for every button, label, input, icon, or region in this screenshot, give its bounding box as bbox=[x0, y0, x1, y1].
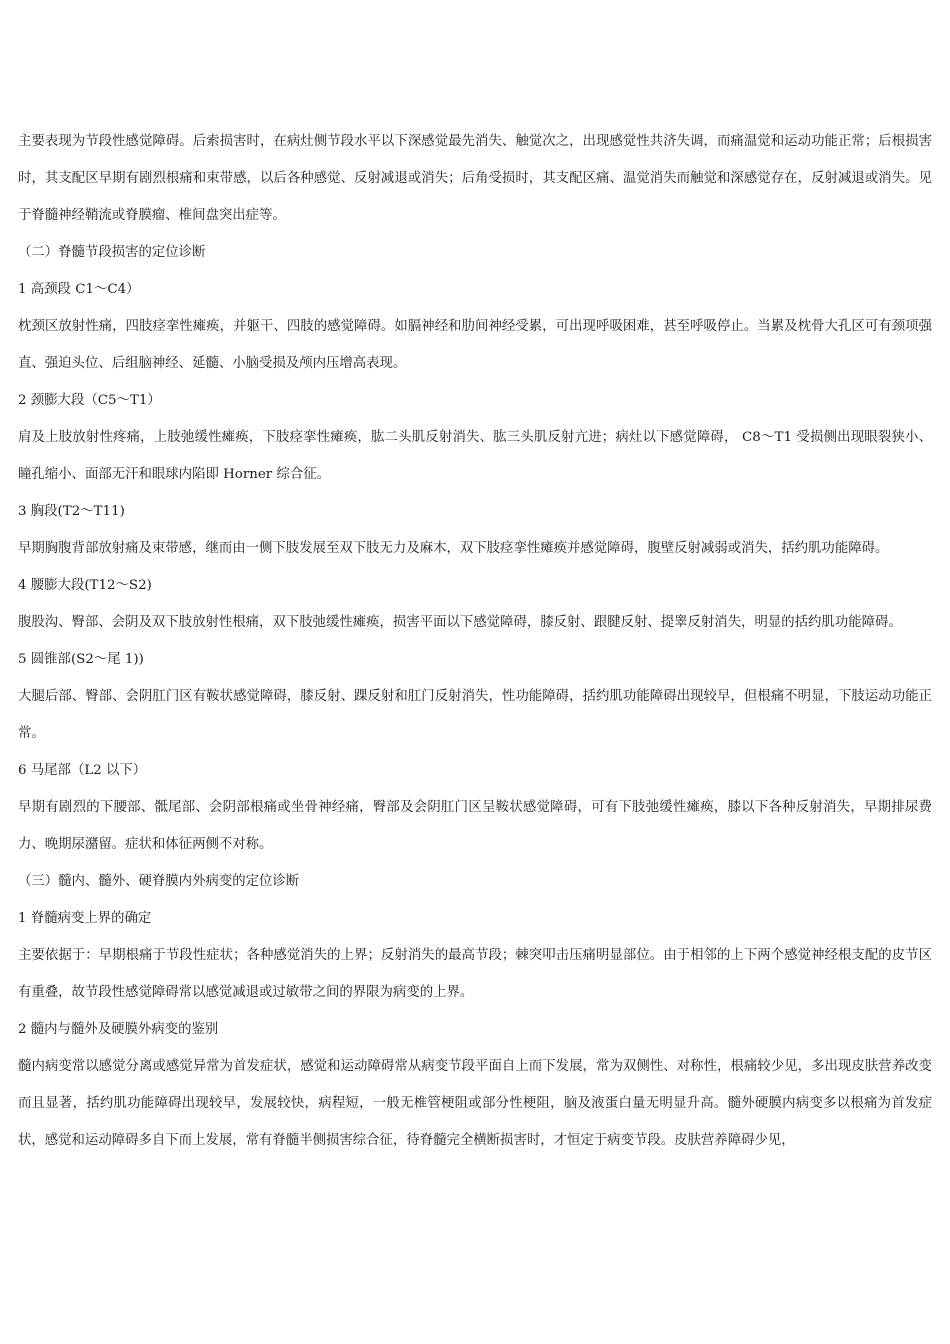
subheading-cervical-enlargement: 2 颈膨大段（C5～T1） bbox=[18, 393, 161, 408]
paragraph-upper-boundary: 主要依据于：早期根痛于节段性症状；各种感觉消失的上界；反射消失的最高节段；棘突叩击压痛明显部位。由于相邻的上下两个感觉神经根支配的皮节区有重叠，故节段性感觉障碍常以感觉减退或过敏带之间的界限为病变的上界。 bbox=[18, 948, 932, 1000]
subheading-differentiation: 2 髓内与髓外及硬膜外病变的鉴别 bbox=[18, 1022, 219, 1037]
subheading-high-cervical: 1 高颈段 C1～C4） bbox=[18, 282, 140, 297]
paragraph-posterior-lesion: 主要表现为节段性感觉障碍。后索损害时，在病灶侧节段水平以下深感觉最先消失、触觉次之，出现感觉性共济失调，而痛温觉和运动功能正常；后根损害时，其支配区早期有剧烈根痛和束带感，以后各种感觉、反射减退或消失；后角受损时，其支配区痛、温觉消失而触觉和深感觉存在，反射减退或消失。见于脊髓神经鞘流或脊膜瘤、椎间盘突出症等。 bbox=[18, 134, 932, 223]
paragraph-thoracic: 早期胸腹背部放射痛及束带感，继而由一侧下肢发展至双下肢无力及麻木，双下肢痉挛性瘫痪并感觉障碍，腹壁反射减弱或消失，括约肌功能障碍。 bbox=[18, 541, 889, 556]
paragraph-differentiation: 髓内病变常以感觉分离或感觉异常为首发症状，感觉和运动障碍常从病变节段平面自上而下发展，常为双侧性、对称性，根痛较少见，多出现皮肤营养改变而且显著，括约肌功能障碍出现较早，发展较快，病程短，一般无椎管梗阻或部分性梗阻，脑及液蛋白量无明显升高。髓外硬膜内病变多以根痛为首发症状，感觉和运动障碍多自下而上发展，常有脊髓半侧损害综合征，待脊髓完全横断损害时，才恒定于病变节段。皮肤营养障碍少见， bbox=[18, 1059, 932, 1148]
section-heading-segment-diagnosis: （二）脊髓节段损害的定位诊断 bbox=[18, 245, 206, 260]
paragraph-high-cervical: 枕颈区放射性痛，四肢痉挛性瘫痪，并躯干、四肢的感觉障碍。如膈神经和肋间神经受累，可出现呼吸困难，甚至呼吸停止。当累及枕骨大孔区可有颈项强直、强迫头位、后组脑神经、延髓、小脑受损及颅内压增高表现。 bbox=[18, 319, 932, 371]
subheading-thoracic: 3 胸段(T2～T11) bbox=[18, 504, 125, 519]
subheading-cauda-equina: 6 马尾部（L2 以下） bbox=[18, 763, 147, 778]
document-body bbox=[18, 123, 932, 1159]
section-heading-intra-extra-medullary: （三）髓内、髓外、硬脊膜内外病变的定位诊断 bbox=[18, 874, 300, 889]
subheading-conus: 5 圆锥部(S2～尾 1)) bbox=[18, 652, 144, 667]
paragraph-cauda-equina: 早期有剧烈的下腰部、骶尾部、会阴部根痛或坐骨神经痛，臀部及会阴肛门区呈鞍状感觉障碍，可有下肢弛缓性瘫痪，膝以下各种反射消失，早期排尿费力、晚期尿潴留。症状和体征两侧不对称。 bbox=[18, 800, 932, 852]
paragraph-cervical-enlargement: 肩及上肢放射性疼痛，上肢弛缓性瘫痪，下肢痉挛性瘫痪，肱二头肌反射消失、肱三头肌反射亢进；病灶以下感觉障碍， C8～T1 受损侧出现眼裂狭小、瞳孔缩小、面部无汗和眼球内陷即 Horner 综合征。 bbox=[18, 430, 932, 482]
paragraph-conus: 大腿后部、臀部、会阴肛门区有鞍状感觉障碍，膝反射、踝反射和肛门反射消失，性功能障碍，括约肌功能障碍出现较早，但根痛不明显，下肢运动功能正常。 bbox=[18, 689, 932, 741]
paragraph-lumbar-enlargement: 腹股沟、臀部、会阴及双下肢放射性根痛，双下肢弛缓性瘫痪，损害平面以下感觉障碍，膝反射、跟腱反射、提睾反射消失，明显的括约肌功能障碍。 bbox=[18, 615, 902, 630]
subheading-lumbar-enlargement: 4 腰膨大段(T12～S2) bbox=[18, 578, 152, 593]
subheading-upper-boundary: 1 脊髓病变上界的确定 bbox=[18, 911, 152, 926]
